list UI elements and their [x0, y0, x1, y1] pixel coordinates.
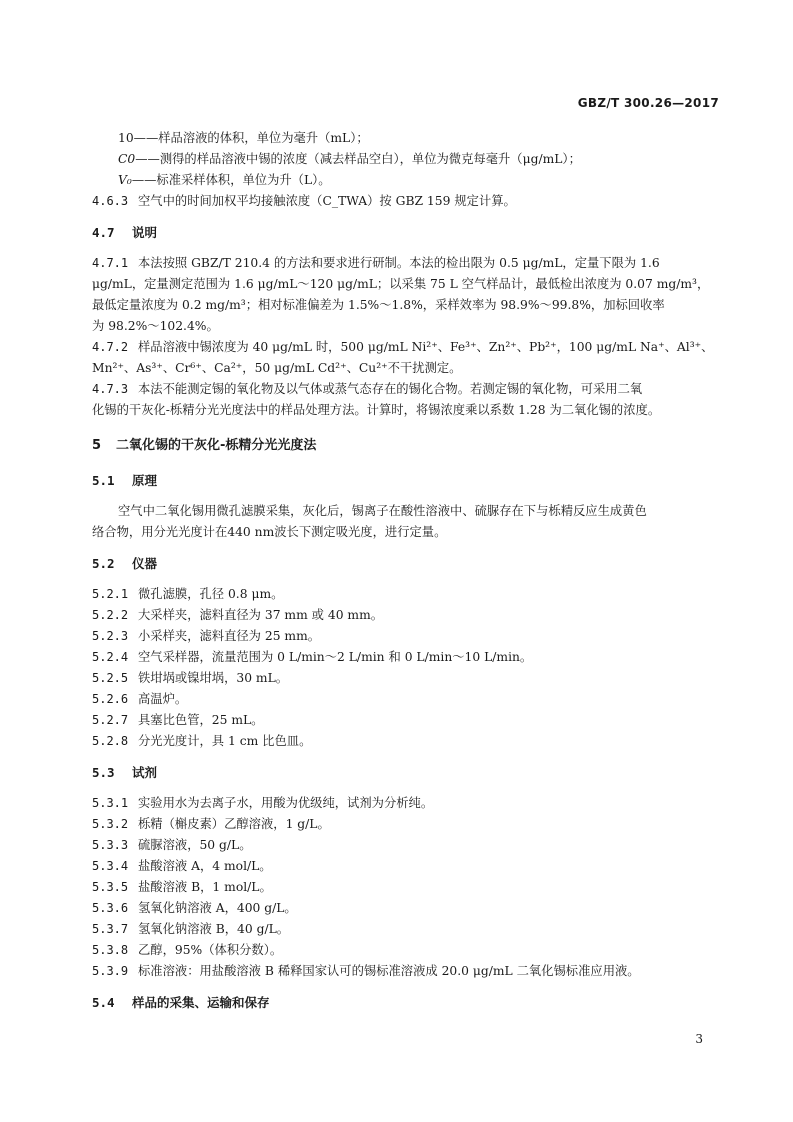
- clause-text: 硫脲溶液，50 g/L。: [138, 838, 252, 852]
- clause-text: 标准溶液：用盐酸溶液 B 稀释国家认可的锡标准溶液成 20.0 μg/mL 二氧化锡标准应用液。: [138, 964, 640, 978]
- clause-text: 乙醇，95%（体积分数）。: [138, 943, 283, 957]
- instrument-list: [92, 584, 717, 752]
- section-title: 仪器: [132, 556, 158, 571]
- clause-4-7-1-line-3: 最低定量浓度为 0.2 mg/m³；相对标准偏差为 1.5%～1.8%，采样效率为 98.9%～99.8%，加标回收率: [92, 298, 665, 312]
- clause-4-6-3: [92, 191, 717, 212]
- clause-text: 本法按照 GBZ/T 210.4 的方法和要求进行研制。本法的检出限为 0.5 μg/mL，定量下限为 1.6: [138, 256, 660, 270]
- variable-definition-c0: [92, 149, 717, 170]
- list-item: [92, 898, 717, 919]
- section-number: 5.2: [92, 556, 115, 571]
- clause-text: 分光光度计，具 1 cm 比色皿。: [138, 734, 312, 748]
- symbol-c0: C0: [118, 152, 136, 166]
- clause-number: 5.3.9: [92, 964, 129, 978]
- list-item: [92, 856, 717, 877]
- list-item: [92, 731, 717, 752]
- clause-text: 小采样夹，滤料直径为 25 mm。: [138, 629, 321, 643]
- v0-description: ——标准采样体积，单位为升（L）。: [131, 173, 331, 187]
- clause-text: 微孔滤膜，孔径 0.8 μm。: [138, 587, 284, 601]
- principle-line-2: 络合物，用分光光度计在440 nm波长下测定吸光度，进行定量。: [92, 525, 447, 539]
- section-title: 原理: [132, 473, 158, 488]
- clause-number: 4.6.3: [92, 194, 129, 208]
- clause-number: 4.7.1: [92, 256, 129, 270]
- clause-number: 5.3.6: [92, 901, 129, 915]
- clause-number: 5.2.2: [92, 608, 129, 622]
- list-item: [92, 814, 717, 835]
- clause-text: 空气采样器，流量范围为 0 L/min～2 L/min 和 0 L/min～10 L/min。: [138, 650, 533, 664]
- clause-text: 栎精（槲皮素）乙醇溶液，1 g/L。: [138, 817, 330, 831]
- chapter-heading-5: [92, 435, 717, 456]
- clause-text: 盐酸溶液 B，1 mol/L。: [138, 880, 272, 894]
- list-item: [92, 877, 717, 898]
- clause-number: 5.3.8: [92, 943, 129, 957]
- section-title: 样品的采集、运输和保存: [132, 995, 270, 1010]
- section-number: 4.7: [92, 225, 115, 240]
- variable-definition-volume: 10——样品溶液的体积，单位为毫升（mL）；: [118, 131, 369, 145]
- clause-4-7-2-line-1: [92, 337, 717, 358]
- clause-text: 铁坩埚或镍坩埚，30 mL。: [138, 671, 289, 685]
- list-item: [92, 710, 717, 731]
- list-item: [92, 793, 717, 814]
- section-heading-5-1: [92, 470, 717, 491]
- clause-number: 5.2.7: [92, 713, 129, 727]
- clause-number: 5.2.8: [92, 734, 129, 748]
- list-item: [92, 647, 717, 668]
- section-heading-4-7: [92, 222, 717, 243]
- reagent-list: [92, 793, 717, 982]
- clause-number: 5.3.4: [92, 859, 129, 873]
- clause-text: 实验用水为去离子水，用酸为优级纯，试剂为分析纯。: [138, 796, 434, 810]
- clause-4-7-1-line-4: 为 98.2%～102.4%。: [92, 319, 219, 333]
- list-item: [92, 835, 717, 856]
- list-item: [92, 605, 717, 626]
- clause-text: 盐酸溶液 A，4 mol/L。: [138, 859, 272, 873]
- list-item: [92, 584, 717, 605]
- clause-text: 氢氧化钠溶液 B，40 g/L。: [138, 922, 290, 936]
- clause-4-7-1-line-1: [92, 253, 717, 274]
- clause-text: 高温炉。: [138, 692, 188, 706]
- clause-number: 5.3.7: [92, 922, 129, 936]
- document-code: GBZ/T 300.26—2017: [577, 96, 719, 110]
- page-number: 3: [695, 1032, 703, 1046]
- clause-number: 4.7.3: [92, 382, 129, 396]
- c0-description: ——测得的样品溶液中锡的浓度（减去样品空白），单位为微克每毫升（μg/mL）；: [135, 152, 581, 166]
- page-body: [92, 128, 717, 1013]
- symbol-v0: V₀: [118, 173, 132, 187]
- principle-line-1: 空气中二氧化锡用微孔滤膜采集，灰化后，锡离子在酸性溶液中、硫脲存在下与栎精反应生成黄色: [118, 504, 647, 518]
- clause-text: 氢氧化钠溶液 A，400 g/L。: [138, 901, 297, 915]
- section-number: 5.3: [92, 765, 115, 780]
- clause-number: 5.3.1: [92, 796, 129, 810]
- clause-number: 5.3.3: [92, 838, 129, 852]
- chapter-number: 5: [92, 438, 102, 453]
- clause-text: 本法不能测定锡的氧化物及以气体或蒸气态存在的锡化合物。若测定锡的氧化物，可采用二氧: [138, 382, 643, 396]
- clause-text: 具塞比色管，25 mL。: [138, 713, 264, 727]
- list-item: [92, 668, 717, 689]
- list-item: [92, 961, 717, 982]
- clause-text: 大采样夹，滤料直径为 37 mm 或 40 mm。: [138, 608, 384, 622]
- list-item: [92, 919, 717, 940]
- clause-4-7-2-line-2: Mn²⁺、As³⁺、Cr⁶⁺、Ca²⁺，50 μg/mL Cd²⁺、Cu²⁺不干扰测定。: [92, 361, 462, 375]
- clause-text: 样品溶液中锡浓度为 40 μg/mL 时，500 μg/mL Ni²⁺、Fe³⁺、Zn²⁺、Pb²⁺，100 μg/mL Na⁺、Al³⁺、: [138, 340, 714, 354]
- clause-number: 5.2.3: [92, 629, 129, 643]
- clause-4-7-3-line-2: 化锡的干灰化-栎精分光光度法中的样品处理方法。计算时，将锡浓度乘以系数 1.28 为二氧化锡的浓度。: [92, 403, 661, 417]
- clause-number: 4.7.2: [92, 340, 129, 354]
- list-item: [92, 940, 717, 961]
- clause-text: 空气中的时间加权平均接触浓度（C_TWA）按 GBZ 159 规定计算。: [138, 194, 516, 208]
- clause-number: 5.2.1: [92, 587, 129, 601]
- variable-definition-v0: [92, 170, 717, 191]
- list-item: [92, 626, 717, 647]
- section-heading-5-2: [92, 553, 717, 574]
- list-item: [92, 689, 717, 710]
- section-number: 5.1: [92, 473, 115, 488]
- clause-number: 5.2.6: [92, 692, 129, 706]
- clause-number: 5.2.4: [92, 650, 129, 664]
- section-number: 5.4: [92, 995, 115, 1010]
- section-heading-5-3: [92, 762, 717, 783]
- clause-number: 5.3.2: [92, 817, 129, 831]
- clause-4-7-1-line-2: μg/mL，定量测定范围为 1.6 μg/mL～120 μg/mL；以采集 75 L 空气样品计，最低检出浓度为 0.07 mg/m³，: [92, 277, 710, 291]
- section-heading-5-4: [92, 992, 717, 1013]
- section-title: 说明: [132, 225, 158, 240]
- chapter-title: 二氧化锡的干灰化-栎精分光光度法: [116, 438, 317, 453]
- clause-number: 5.3.5: [92, 880, 129, 894]
- section-title: 试剂: [132, 765, 158, 780]
- clause-number: 5.2.5: [92, 671, 129, 685]
- clause-4-7-3-line-1: [92, 379, 717, 400]
